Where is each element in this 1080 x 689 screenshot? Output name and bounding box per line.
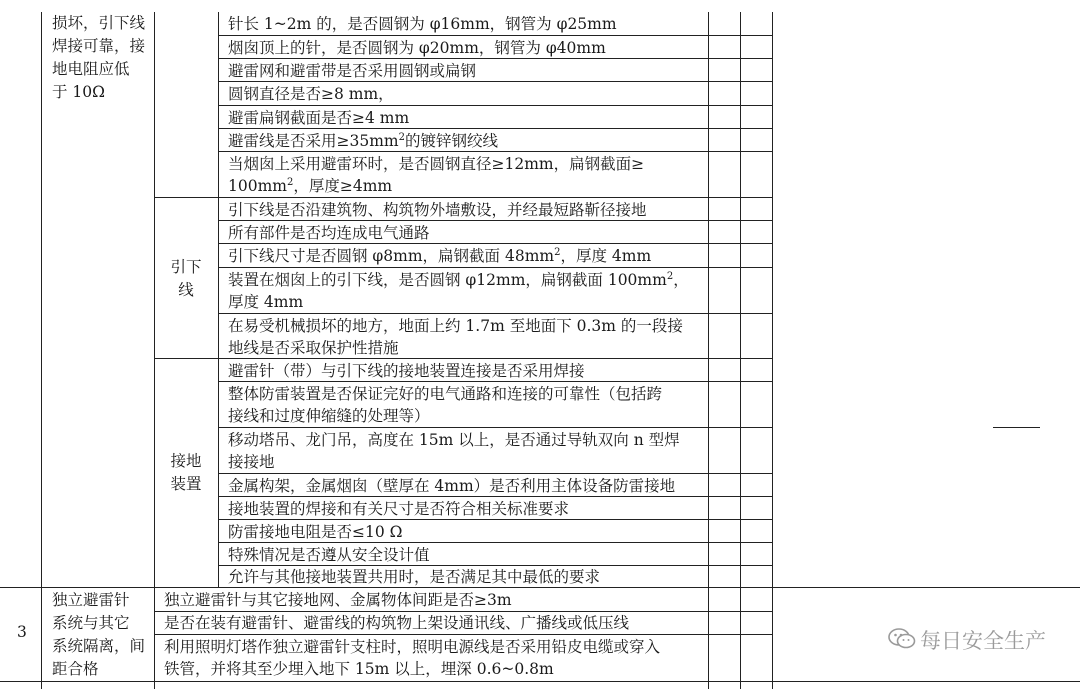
- subcategory-down-lead: 引下 线: [170, 258, 202, 299]
- grid-line: [218, 473, 772, 474]
- grid-line: [154, 197, 772, 198]
- watermark: 每日安全生产: [888, 625, 1046, 655]
- check-item: 引下线是否沿建筑物、构筑物外墙敷设，并经最短路靳径接地: [228, 201, 647, 219]
- subcategory-grounding: 接地 装置: [170, 452, 202, 493]
- check-item: 在易受机械损坏的地方，地面上约 1.7m 至地面下 0.3m 的一段接 地线是否采取保护性措施: [228, 317, 683, 357]
- check-item: 避雷针（带）与引下线的接地装置连接是否采用焊接: [228, 362, 585, 380]
- check-item: 引下线尺寸是否圆钢 φ8mm，扁钢截面 $48mm^2$，厚度 4mm: [228, 246, 652, 265]
- check-item: 是否在装有避雷针、避雷线的构筑物上架设通讯线、广播线或低压线: [164, 614, 630, 632]
- check-item: 接地装置的焊接和有关尺寸是否符合相关标准要求: [228, 500, 570, 518]
- check-item: 圆钢直径是否≥8 mm，: [228, 85, 394, 103]
- wechat-icon: [888, 628, 916, 655]
- check-item: 金属构架，金属烟囱（壁厚在 4mm）是否利用主体设备防雷接地: [228, 477, 676, 495]
- check-item: 避雷线是否采用$\ge 35mm^2$的镀锌钢绞线: [228, 131, 498, 150]
- check-item: 烟囱顶上的针，是否圆钢为 φ20mm，钢管为 φ40mm: [228, 39, 606, 57]
- check-item: 特殊情况是否遵从安全设计值: [228, 546, 430, 564]
- check-item: 避雷网和避雷带是否采用圆钢或扁钢: [228, 62, 477, 80]
- check-item: 当烟囱上采用避雷环时，是否圆钢直径≥12mm，扁钢截面≥ $100mm^2$，厚度≥4mm: [228, 155, 645, 195]
- check-item: 所有部件是否均连成电气通路: [228, 224, 430, 242]
- grid-line: [218, 427, 772, 428]
- section-category: 独立避雷针 系统与其它 系统隔离，间 距合格: [52, 591, 146, 678]
- check-item: 针长 1~2m 的，是否圆钢为 φ16mm，钢管为 φ25mm: [228, 15, 617, 33]
- section-category: 损坏，引下线 焊接可靠，接 地电阻应低 于 10Ω: [52, 14, 146, 101]
- check-item: 防雷接地电阻是否≤10 Ω: [228, 523, 403, 541]
- check-item: 整体防雷装置是否保证完好的电气通路和连接的可靠性（包括跨 接线和过度伸缩缝的处理等）: [228, 385, 663, 425]
- grid-line: [993, 427, 1040, 428]
- grid-line: [218, 35, 772, 36]
- grid-line: [218, 313, 772, 314]
- grid-line: [0, 681, 1080, 682]
- check-item: 利用照明灯塔作独立避雷针支柱时，照明电源线是否采用铅皮电缆或穿入 铁管，并将其至少埋入地下 15m 以上，埋深 0.6~0.8m: [164, 638, 661, 678]
- check-item: 避雷扁钢截面是否≥4 mm: [228, 109, 410, 127]
- grid-line: [218, 105, 772, 106]
- grid-line: [154, 634, 772, 635]
- row-number: 3: [17, 623, 27, 641]
- grid-line: [218, 12, 219, 587]
- grid-line: [218, 267, 772, 268]
- check-item: 移动塔吊、龙门吊，高度在 15m 以上，是否通过导轨双向 n 型焊 接接地: [228, 431, 680, 471]
- check-item: 装置在烟囱上的引下线，是否圆钢 φ12mm，扁钢截面 $100mm^2$， 厚度 4mm: [228, 270, 689, 311]
- check-item: 允许与其他接地装置共用时，是否满足其中最低的要求: [228, 568, 601, 586]
- check-item: 独立避雷针与其它接地网、金属物体间距是否≥3m: [164, 591, 512, 609]
